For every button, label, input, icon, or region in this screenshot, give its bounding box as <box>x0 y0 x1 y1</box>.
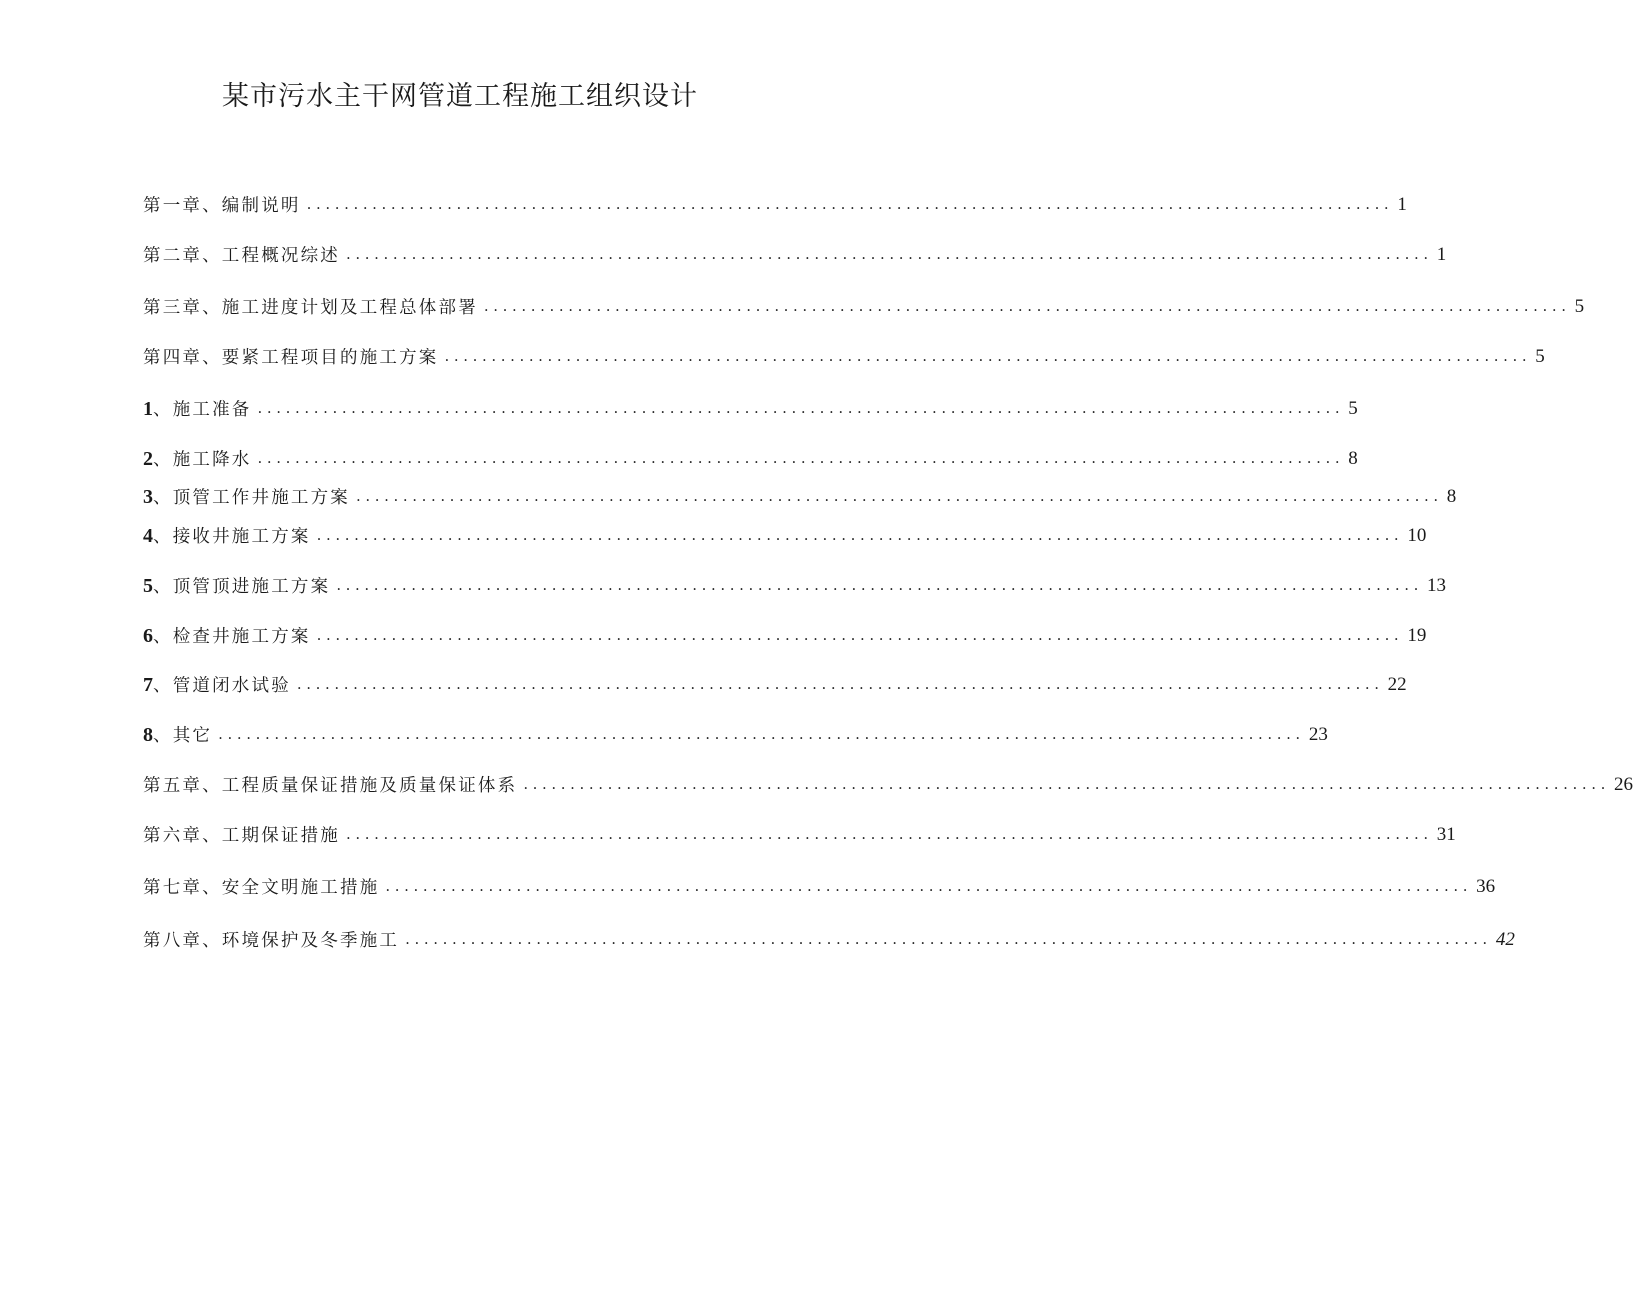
toc-page-number: 23 <box>1308 724 1328 745</box>
toc-entry-chapter-3[interactable] <box>143 292 1585 322</box>
toc-page-number: 1 <box>1436 244 1447 265</box>
toc-entry-section-3[interactable] <box>143 482 1457 512</box>
toc-page-number: 10 <box>1407 525 1427 546</box>
toc-entry-number: 6 <box>143 624 153 647</box>
dot-leader: .................................................................................................................... <box>336 576 1424 594</box>
dot-leader: .................................................................................................................... <box>306 195 1394 213</box>
toc-page-number: 1 <box>1397 194 1407 215</box>
dot-leader: .................................................................................................................... <box>257 449 1345 467</box>
toc-entry-chapter-8[interactable] <box>143 925 1515 955</box>
toc-page-number: 36 <box>1476 876 1496 897</box>
toc-entry-label: 第八章、环境保护及冬季施工 <box>143 930 400 951</box>
toc-entry-chapter-4[interactable] <box>143 342 1545 372</box>
dot-leader: .................................................................................................................... <box>257 399 1345 417</box>
toc-page-number: 8 <box>1348 448 1358 469</box>
dot-leader: .................................................................................................................... <box>346 245 1433 263</box>
toc-entry-label: 、顶管工作井施工方案 <box>153 487 350 508</box>
toc-entry-label: 第四章、要紧工程项目的施工方案 <box>143 347 439 368</box>
dot-leader: .................................................................................................................... <box>316 526 1404 544</box>
toc-entry-label: 、管道闭水试验 <box>153 675 291 696</box>
toc-entry-number: 1 <box>143 397 153 420</box>
toc-page-number: 22 <box>1387 674 1407 695</box>
toc-page-number: 8 <box>1446 486 1457 507</box>
toc-page-number: 5 <box>1348 398 1358 419</box>
toc-entry-chapter-2[interactable] <box>143 240 1447 270</box>
toc-entry-label: 、顶管顶进施工方案 <box>153 576 331 597</box>
toc-entry-chapter-6[interactable] <box>143 820 1456 850</box>
toc-entry-number: 5 <box>143 574 153 597</box>
toc-entry-section-4[interactable] <box>143 521 1427 551</box>
dot-leader: .................................................................................................................... <box>385 877 1473 895</box>
dot-leader: .................................................................................................................... <box>296 675 1384 693</box>
dot-leader: .................................................................................................................... <box>356 487 1443 505</box>
dot-leader: .................................................................................................................... <box>316 626 1404 644</box>
toc-entry-label: 第五章、工程质量保证措施及质量保证体系 <box>143 775 518 796</box>
toc-entry-label: 、检查井施工方案 <box>153 626 311 647</box>
toc-entry-number: 7 <box>143 673 153 696</box>
dot-leader: .................................................................................................................... <box>444 347 1532 365</box>
toc-page-number: 5 <box>1535 346 1545 367</box>
toc-entry-section-6[interactable] <box>143 621 1427 651</box>
dot-leader: .................................................................................................................... <box>523 775 1611 793</box>
toc-page-number: 19 <box>1407 625 1427 646</box>
document-title: 某市污水主干网管道工程施工组织设计 <box>222 81 698 112</box>
toc-entry-chapter-5[interactable] <box>143 770 1633 800</box>
toc-page-number: 26 <box>1614 774 1633 795</box>
toc-page-number: 42 <box>1495 929 1515 950</box>
toc-entry-label: 、施工准备 <box>153 399 252 420</box>
dot-leader: .................................................................................................................... <box>483 297 1571 315</box>
toc-entry-label: 第一章、编制说明 <box>143 195 301 216</box>
toc-page-number: 13 <box>1427 575 1447 596</box>
dot-leader: .................................................................................................................... <box>218 725 1305 743</box>
toc-entry-section-1[interactable] <box>143 394 1358 424</box>
toc-entry-chapter-7[interactable] <box>143 872 1496 902</box>
toc-entry-label: 第六章、工期保证措施 <box>143 825 340 846</box>
toc-entry-section-5[interactable] <box>143 571 1447 601</box>
toc-entry-label: 、其它 <box>153 725 213 746</box>
toc-entry-label: 第二章、工程概况综述 <box>143 245 340 266</box>
toc-entry-section-8[interactable] <box>143 720 1328 750</box>
dot-leader: .................................................................................................................... <box>405 930 1492 948</box>
toc-entry-label: 、施工降水 <box>153 449 252 470</box>
toc-page-number: 5 <box>1574 296 1585 317</box>
toc-entry-number: 8 <box>143 723 153 746</box>
toc-entry-label: 、接收井施工方案 <box>153 526 311 547</box>
toc-entry-label: 第七章、安全文明施工措施 <box>143 877 380 898</box>
toc-page-number: 31 <box>1436 824 1456 845</box>
toc-entry-section-2[interactable] <box>143 444 1358 474</box>
toc-entry-section-7[interactable] <box>143 670 1407 700</box>
toc-entry-chapter-1[interactable] <box>143 190 1407 220</box>
toc-entry-number: 3 <box>143 485 153 508</box>
dot-leader: .................................................................................................................... <box>346 825 1433 843</box>
toc-entry-number: 4 <box>143 524 153 547</box>
toc-entry-number: 2 <box>143 447 153 470</box>
toc-entry-label: 第三章、施工进度计划及工程总体部署 <box>143 297 478 318</box>
